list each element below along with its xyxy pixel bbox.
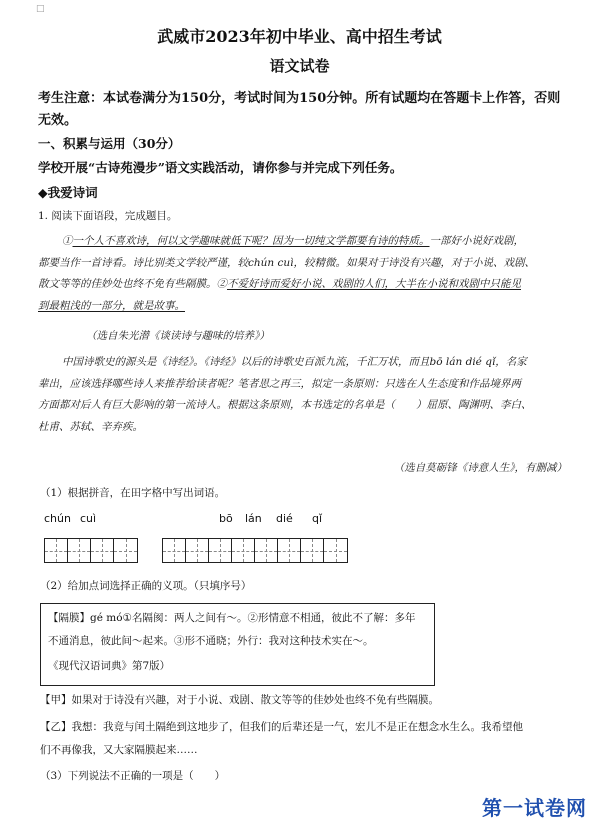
exam-title: 武威市2023年初中毕业、高中招生考试 (157, 27, 442, 46)
pinyin-qi: qǐ (312, 512, 323, 525)
passage-2-line-4: 杜甫、苏轼、辛弃疾。 (38, 420, 143, 433)
circled-number-2: ② (216, 278, 227, 290)
question-1-prompt: 1. 阅读下面语段，完成题目。 (38, 210, 178, 222)
passage-1-line-4 (38, 296, 563, 318)
grid-cell[interactable] (186, 539, 209, 562)
underlined-sentence-2: 不爱好诗而爱好小说、戏剧的人们，大半在小说和戏剧中只能见 (227, 278, 521, 290)
notice-line-2: 无效。 (38, 113, 78, 128)
grid-cell[interactable] (278, 539, 301, 562)
watermark-logo: 第一试卷网 (482, 796, 587, 820)
passage-1-line-1 (38, 231, 563, 253)
section-intro: 学校开展“古诗苑漫步”语文实践活动，请你参与并完成下列任务。 (38, 160, 403, 175)
pinyin-lan: lán (245, 512, 262, 525)
notice-line-1: 考生注意：本试卷满分为150分，考试时间为150分钟。所有试题均在答题卡上作答，否则 (38, 91, 561, 106)
passage-1-line-3-text: 散文等等的佳妙处也终不免有些隔膜。 (38, 278, 217, 290)
pinyin-bo: bō (219, 512, 233, 525)
grid-cell[interactable] (255, 539, 278, 562)
circled-number-1: ① (62, 235, 73, 247)
sentence-jia: 【甲】如果对于诗没有兴趣，对于小说、戏剧、散文等等的佳妙处也终不免有些隔膜。 (40, 694, 439, 706)
passage-2 (38, 352, 563, 438)
grid-cell[interactable] (324, 539, 347, 562)
section-sub-heading: ◆我爱诗词 (38, 185, 98, 200)
sub-question-2-prompt: （2）给加点词选择正确的义项。（只填序号） (40, 580, 252, 592)
grid-cell[interactable] (209, 539, 232, 562)
passage-2-line-2: 辈出，应该选择哪些诗人来推荐给读者呢？笔者思之再三，拟定一条原则：只选在人生态度和作品境界两 (38, 377, 521, 390)
grid-cell[interactable] (91, 539, 114, 562)
definition-line-2: 不通消息，彼此间～起来。③形不通晓；外行：我对这种技术实在～。 (48, 635, 374, 647)
definition-line-3: 《现代汉语词典》第7版） (48, 660, 171, 672)
exam-subtitle: 语文试卷 (269, 57, 330, 75)
passage-1-line-3 (38, 274, 563, 296)
grid-cell[interactable] (68, 539, 91, 562)
passage-2-line-3: 方面都对后人有巨大影响的第一流诗人。根据这条原则，本书选定的名单是（ ）屈原、陶渊明、李白、 (38, 399, 532, 411)
pinyin-chun: chún (44, 512, 71, 525)
tianzige-grid-right[interactable] (162, 538, 348, 563)
underlined-sentence-1: 一个人不喜欢诗，何以文学趣味就低下呢？因为一切纯文学都要有诗的特质。 (72, 235, 430, 247)
grid-cell[interactable] (114, 539, 137, 562)
sentence-yi-line-2: 们不再像我，又大家隔膜起来…… (40, 744, 198, 756)
sentence-yi-line-1: 【乙】我想：我竟与闰土隔绝到这地步了，但我们的后辈还是一气，宏儿不是正在想念水生么。我希望他 (40, 721, 523, 733)
pinyin-cui: cuì (80, 512, 97, 525)
source-1: （选自朱光潜《谈读诗与趣味的培养》） (86, 330, 270, 342)
underlined-sentence-2-end: 到最粗浅的一部分，就是故事。 (38, 299, 185, 312)
grid-cell[interactable] (232, 539, 255, 562)
grid-cell[interactable] (301, 539, 324, 562)
passage-1-line-2: 都要当作一首诗看。诗比别类文学较严谨，较chún cuì，较精微。如果对于诗没有兴趣，对于小说、戏剧、 (38, 256, 536, 269)
grid-cell[interactable] (45, 539, 68, 562)
corner-mark: □ (36, 4, 45, 14)
sub-question-3-prompt: （3）下列说法不正确的一项是（ ） (40, 770, 226, 782)
sub-question-1-prompt: （1）根据拼音，在田字格中写出词语。 (40, 487, 226, 499)
passage-1-line-1-rest: 一部好小说好戏剧， (429, 235, 524, 247)
passage-2-line-1: 中国诗歌史的源头是《诗经》。《诗经》以后的诗歌史百派九流，千汇万状，而且bō lán dié qǐ，名家 (62, 356, 527, 368)
source-2: （选自莫砺锋《诗意人生》，有删减） (393, 462, 567, 474)
pinyin-die: dié (276, 512, 293, 525)
tianzige-grid-left[interactable] (44, 538, 138, 563)
passage-1 (38, 231, 563, 317)
definition-line-1: 【隔膜】gé mó①名隔阂：两人之间有～。②形情意不相通，彼此不了解：多年 (48, 612, 416, 624)
grid-cell[interactable] (163, 539, 186, 562)
section-heading: 一、积累与运用（30分） (38, 136, 181, 151)
